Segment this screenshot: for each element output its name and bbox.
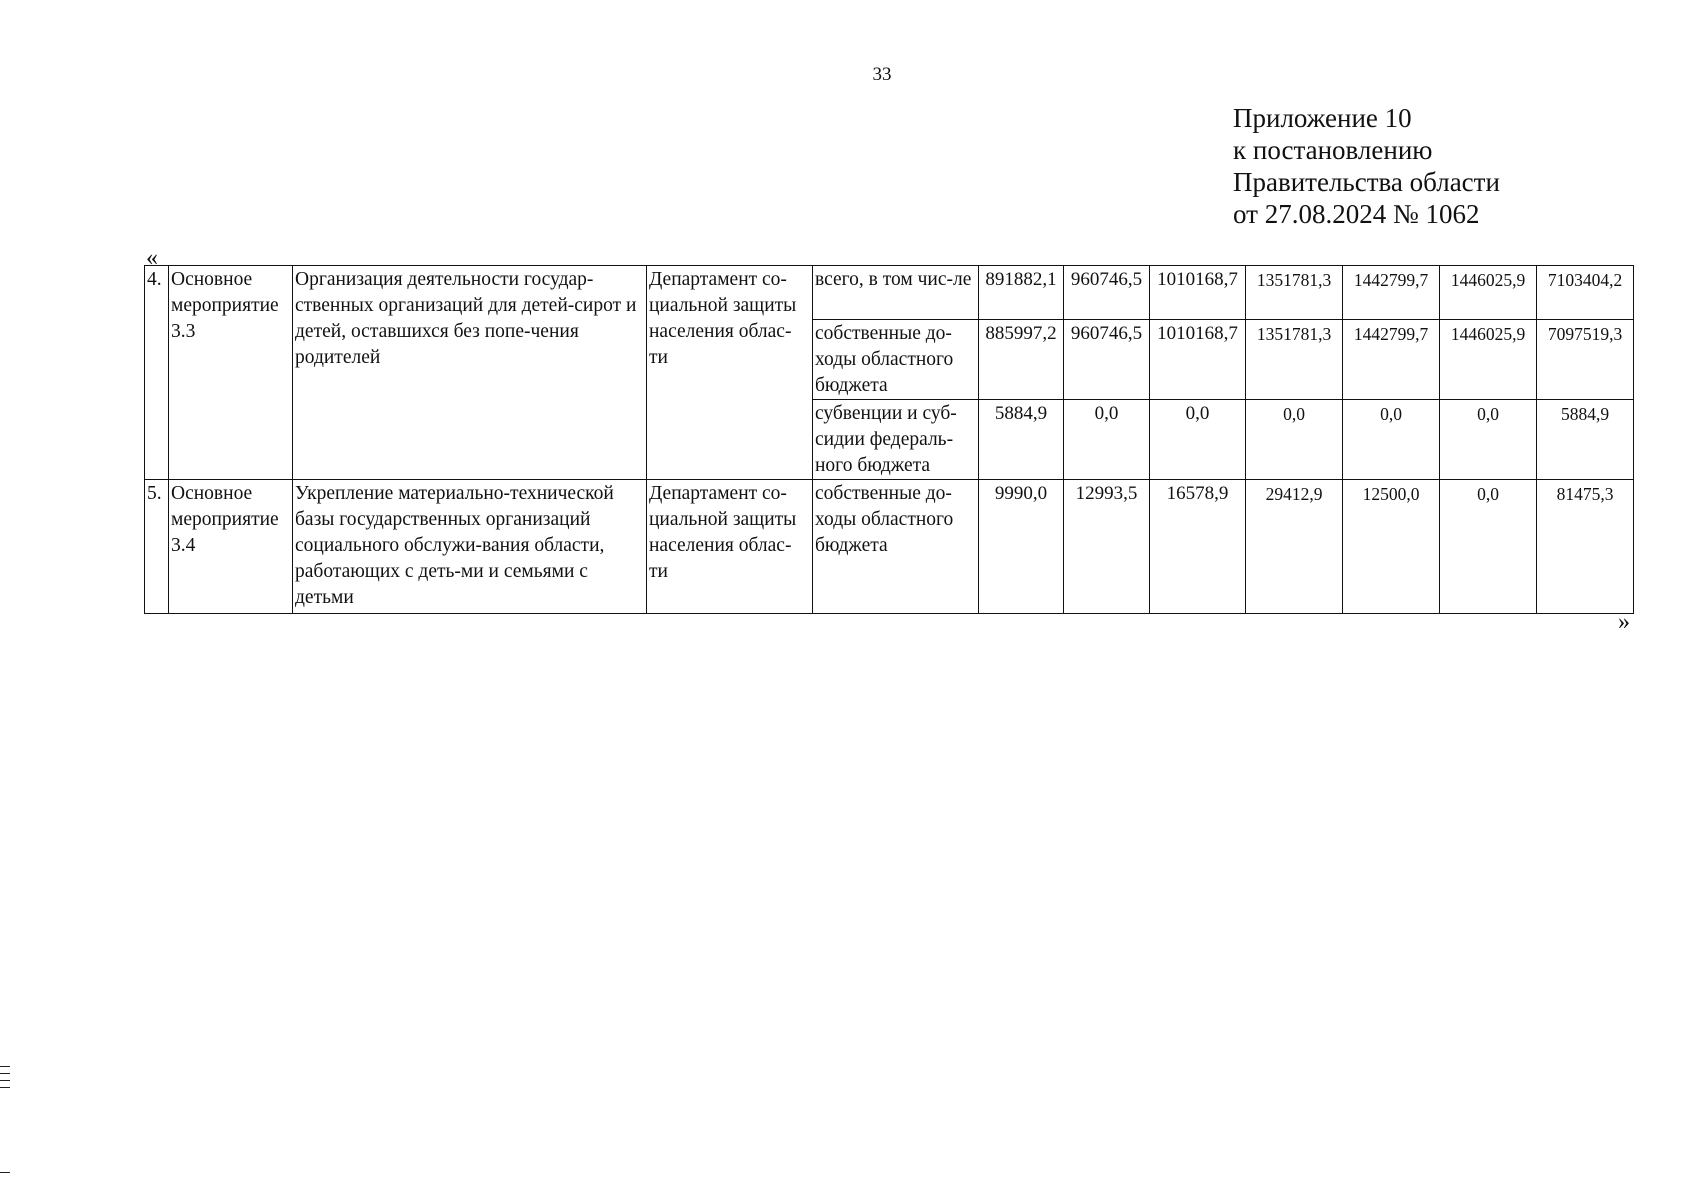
value-cell: 5884,9 (979, 400, 1064, 480)
value-cell: 81475,3 (1537, 480, 1634, 614)
value-cell: 5884,9 (1537, 400, 1634, 480)
table-row (145, 480, 1634, 614)
measure-name-cell: Организация деятельности государ-ственных организаций для детей-сирот и детей, оставшихся без попе-чения родителей (293, 266, 647, 480)
measure-cell: Основное мероприятие 3.4 (169, 480, 293, 614)
value-cell: 29412,9 (1246, 480, 1343, 614)
value-cell: 0,0 (1440, 480, 1537, 614)
value-cell: 0,0 (1343, 400, 1440, 480)
source-cell: собственные до-ходы областного бюджета (813, 320, 979, 400)
table-row (145, 266, 1634, 320)
value-cell: 1010168,7 (1150, 320, 1246, 400)
value-cell: 1446025,9 (1440, 320, 1537, 400)
appendix-line: Правительства области (1233, 167, 1500, 197)
scan-edge-mark (0, 1066, 10, 1067)
measures-table (144, 265, 1634, 614)
row-index: 4. (145, 266, 169, 480)
value-cell: 0,0 (1064, 400, 1150, 480)
appendix-header (1233, 102, 1500, 230)
executor-cell: Департамент со-циальной защиты населения облас-ти (647, 480, 813, 614)
value-cell: 12993,5 (1064, 480, 1150, 614)
value-cell: 960746,5 (1064, 320, 1150, 400)
row-index: 5. (145, 480, 169, 614)
source-cell: всего, в том чис-ле (813, 266, 979, 320)
measure-name-cell: Укрепление материально-технической базы государственных организаций социального обслужи-вания области, работающих с деть-ми и семьями с детьми (293, 480, 647, 614)
appendix-line: к постановлению (1233, 135, 1433, 165)
value-cell: 1446025,9 (1440, 266, 1537, 320)
value-cell: 9990,0 (979, 480, 1064, 614)
source-cell: собственные до-ходы областного бюджета (813, 480, 979, 614)
value-cell: 1351781,3 (1246, 320, 1343, 400)
appendix-line: Приложение 10 (1233, 103, 1412, 133)
appendix-line: от 27.08.2024 № 1062 (1233, 199, 1480, 229)
value-cell: 12500,0 (1343, 480, 1440, 614)
opening-quote: « (146, 245, 158, 271)
scan-edge-mark (0, 1080, 10, 1081)
scan-edge-mark (0, 1172, 10, 1173)
source-cell: субвенции и суб-сидии федераль-ного бюджета (813, 400, 979, 480)
value-cell: 1442799,7 (1343, 320, 1440, 400)
value-cell: 960746,5 (1064, 266, 1150, 320)
scan-edge-mark (0, 1073, 10, 1074)
scan-edge-mark (0, 1087, 10, 1088)
scan-edge-marks (0, 1066, 10, 1094)
value-cell: 16578,9 (1150, 480, 1246, 614)
page-number: 33 (872, 64, 892, 85)
value-cell: 891882,1 (979, 266, 1064, 320)
value-cell: 1351781,3 (1246, 266, 1343, 320)
executor-cell: Департамент со-циальной защиты населения облас-ти (647, 266, 813, 480)
value-cell: 7103404,2 (1537, 266, 1634, 320)
value-cell: 7097519,3 (1537, 320, 1634, 400)
value-cell: 0,0 (1246, 400, 1343, 480)
value-cell: 0,0 (1150, 400, 1246, 480)
closing-quote: » (1618, 609, 1630, 635)
value-cell: 1442799,7 (1343, 266, 1440, 320)
value-cell: 1010168,7 (1150, 266, 1246, 320)
measure-cell: Основное мероприятие 3.3 (169, 266, 293, 480)
value-cell: 0,0 (1440, 400, 1537, 480)
value-cell: 885997,2 (979, 320, 1064, 400)
